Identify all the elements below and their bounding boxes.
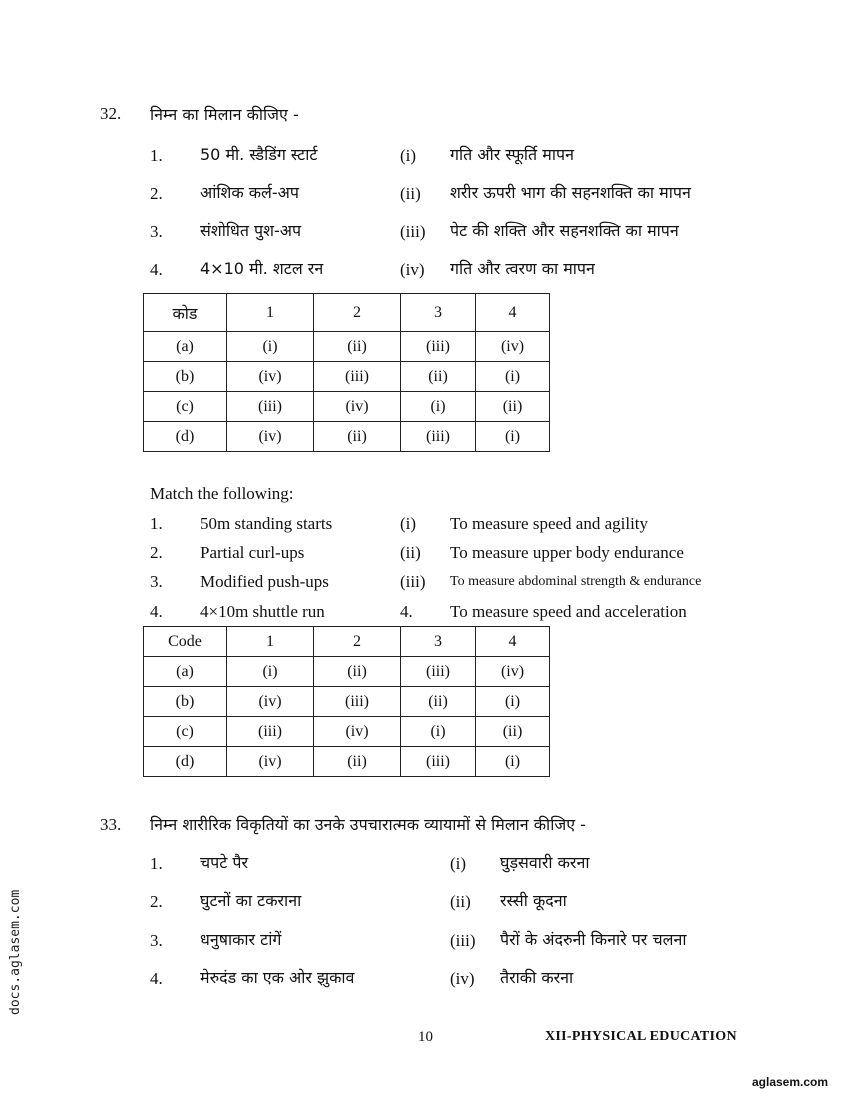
table-cell: (iv) bbox=[314, 717, 401, 747]
brand-watermark[interactable]: aglasem.com bbox=[752, 1075, 829, 1089]
item-left: 4×10m shuttle run bbox=[200, 602, 325, 621]
table-cell: (iii) bbox=[227, 717, 314, 747]
item-number: 4. bbox=[150, 969, 163, 988]
item-number: 4. bbox=[150, 602, 163, 621]
table-cell: 1 bbox=[227, 294, 314, 332]
table-cell: (i) bbox=[401, 392, 476, 422]
item-roman: (i) bbox=[400, 514, 417, 533]
table-cell: (c) bbox=[144, 392, 227, 422]
table-cell: (ii) bbox=[314, 657, 401, 687]
item-left: मेरुदंड का एक ओर झुकाव bbox=[200, 968, 355, 987]
item-roman: (ii) bbox=[450, 892, 471, 911]
item-number: 2. bbox=[150, 892, 163, 911]
item-left: आंशिक कर्ल-अप bbox=[200, 183, 299, 202]
table-cell: (a) bbox=[144, 332, 227, 362]
item-roman: 4. bbox=[400, 602, 413, 621]
table-cell: Code bbox=[144, 627, 227, 657]
item-left: घुटनों का टकराना bbox=[200, 891, 302, 910]
item-roman: (iii) bbox=[450, 931, 476, 950]
item-number: 3. bbox=[150, 222, 163, 241]
item-right: पैरों के अंदरुनी किनारे पर चलना bbox=[500, 930, 687, 949]
item-left: Partial curl-ups bbox=[200, 543, 305, 562]
item-left: धनुषाकार टांगें bbox=[200, 930, 282, 949]
table-cell: (ii) bbox=[314, 332, 401, 362]
item-number: 3. bbox=[150, 931, 163, 950]
item-roman: (iii) bbox=[400, 572, 426, 591]
question-32-prompt-english: Match the following: bbox=[150, 484, 294, 503]
item-roman: (iii) bbox=[400, 222, 426, 241]
table-cell: (iii) bbox=[401, 332, 476, 362]
table-cell: (iv) bbox=[227, 687, 314, 717]
table-cell: (iv) bbox=[227, 747, 314, 777]
table-cell: (ii) bbox=[476, 717, 550, 747]
item-left: चपटे पैर bbox=[200, 853, 249, 872]
table-cell: (iv) bbox=[476, 332, 550, 362]
item-roman: (i) bbox=[450, 854, 467, 873]
table-cell: (c) bbox=[144, 717, 227, 747]
item-roman: (ii) bbox=[400, 543, 421, 562]
table-cell: 4 bbox=[476, 627, 550, 657]
item-number: 2. bbox=[150, 184, 163, 203]
question-33-number: 33. bbox=[100, 815, 122, 834]
table-cell: (iii) bbox=[227, 392, 314, 422]
table-cell: (ii) bbox=[401, 687, 476, 717]
table-row bbox=[144, 747, 550, 777]
table-cell: (ii) bbox=[314, 747, 401, 777]
item-left: 50 मी. स्डैडिंग स्टार्ट bbox=[200, 145, 318, 164]
table-cell: (iv) bbox=[314, 392, 401, 422]
table-cell: (iii) bbox=[314, 362, 401, 392]
item-number: 4. bbox=[150, 260, 163, 279]
table-cell: (i) bbox=[476, 747, 550, 777]
table-cell: (i) bbox=[476, 362, 550, 392]
table-cell: (ii) bbox=[476, 392, 550, 422]
item-right: To measure abdominal strength & endurance bbox=[450, 574, 702, 589]
table-cell: (i) bbox=[401, 717, 476, 747]
question-32-number: 32. bbox=[100, 104, 122, 123]
item-number: 3. bbox=[150, 572, 163, 591]
question-32-prompt-hindi: निम्न का मिलान कीजिए - bbox=[150, 105, 299, 124]
table-row bbox=[144, 392, 550, 422]
item-roman: (iv) bbox=[450, 969, 475, 988]
item-left: 4×10 मी. शटल रन bbox=[200, 259, 324, 278]
table-cell: 2 bbox=[314, 294, 401, 332]
table-cell: 3 bbox=[401, 294, 476, 332]
item-right: घुड़सवारी करना bbox=[500, 853, 590, 872]
subject-footer: XII-PHYSICAL EDUCATION bbox=[545, 1029, 737, 1044]
page-number: 10 bbox=[418, 1029, 433, 1045]
item-left: संशोधित पुश-अप bbox=[200, 221, 302, 240]
item-left: 50m standing starts bbox=[200, 514, 333, 533]
item-number: 2. bbox=[150, 543, 163, 562]
table-cell: (i) bbox=[227, 657, 314, 687]
item-roman: (ii) bbox=[400, 184, 421, 203]
table-cell bbox=[144, 294, 227, 332]
table-row bbox=[144, 687, 550, 717]
table-cell: 1 bbox=[227, 627, 314, 657]
table-row bbox=[144, 717, 550, 747]
table-row bbox=[144, 362, 550, 392]
item-right: To measure speed and agility bbox=[450, 514, 649, 533]
table-cell: (i) bbox=[476, 422, 550, 452]
item-left: Modified push-ups bbox=[200, 572, 329, 591]
table-row bbox=[144, 422, 550, 452]
table-cell: (ii) bbox=[401, 362, 476, 392]
item-number: 1. bbox=[150, 514, 163, 533]
table-cell: 4 bbox=[476, 294, 550, 332]
item-right: पेट की शक्ति और सहनशक्ति का मापन bbox=[450, 221, 679, 240]
table-cell: (d) bbox=[144, 747, 227, 777]
table-header-row bbox=[144, 627, 550, 657]
item-right: गति और त्वरण का मापन bbox=[450, 259, 595, 278]
table-cell: (i) bbox=[476, 687, 550, 717]
item-roman: (i) bbox=[400, 146, 417, 165]
item-right: तैराकी करना bbox=[500, 968, 574, 987]
item-right: To measure speed and acceleration bbox=[450, 602, 687, 621]
table-cell: (b) bbox=[144, 362, 227, 392]
table-cell: 3 bbox=[401, 627, 476, 657]
side-watermark: docs.aglasem.com bbox=[8, 889, 23, 1015]
table-cell: (iv) bbox=[227, 362, 314, 392]
item-number: 1. bbox=[150, 854, 163, 873]
table-row bbox=[144, 332, 550, 362]
item-right: To measure upper body endurance bbox=[450, 543, 684, 562]
table-row bbox=[144, 657, 550, 687]
item-right: रस्सी कूदना bbox=[500, 891, 567, 910]
table-header-label: कोड bbox=[172, 303, 198, 323]
item-number: 1. bbox=[150, 146, 163, 165]
item-right: शरीर ऊपरी भाग की सहनशक्ति का मापन bbox=[450, 183, 691, 202]
table-cell: 2 bbox=[314, 627, 401, 657]
table-cell: (iii) bbox=[401, 657, 476, 687]
question-33-prompt-hindi: निम्न शारीरिक विकृतियों का उनके उपचारात्मक व्यायामों से मिलान कीजिए - bbox=[150, 815, 586, 834]
table-cell: (iii) bbox=[314, 687, 401, 717]
item-right: गति और स्फूर्ति मापन bbox=[450, 145, 574, 164]
table-cell: (iv) bbox=[476, 657, 550, 687]
table-cell: (iv) bbox=[227, 422, 314, 452]
answer-code-table-hindi bbox=[143, 293, 550, 452]
table-cell: (ii) bbox=[314, 422, 401, 452]
answer-code-table-english bbox=[143, 626, 550, 777]
table-cell: (iii) bbox=[401, 422, 476, 452]
table-header-row bbox=[144, 294, 550, 332]
table-cell: (iii) bbox=[401, 747, 476, 777]
item-roman: (iv) bbox=[400, 260, 425, 279]
table-cell: (b) bbox=[144, 687, 227, 717]
table-cell: (i) bbox=[227, 332, 314, 362]
table-cell: (d) bbox=[144, 422, 227, 452]
table-cell: (a) bbox=[144, 657, 227, 687]
